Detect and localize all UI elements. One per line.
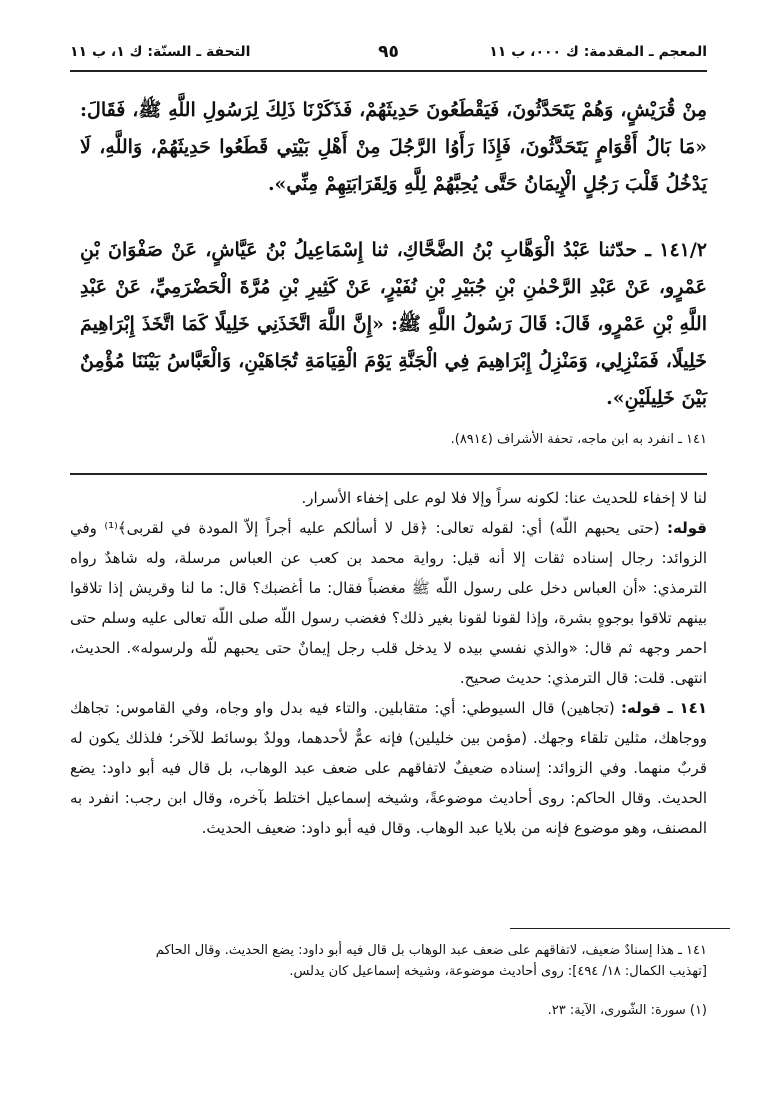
hadith-140-end: مِنْ قُرَيْشٍ، وَهُمْ يَتَحَدَّثُونَ، فَيَقْطَعُونَ حَدِيثَهُمْ، فَذَكَرْنَا ذَلِكَ لِرَسُولِ اللَّهِ ﷺ، فَقَالَ: «مَا بَالُ أَقْوَامٍ يَتَحَدَّثُونَ، فَإِذَا رَأَوُا الرَّجُلَ مِنْ أَهْلِ بَيْتِي قَطَعُوا حَدِيثَهُمْ، وَاللَّهِ، لَا يَدْخُلُ قَلْبَ رَجُلٍ الْإِيمَانُ حَتَّى يُحِبَّهُمْ لِلَّهِ وَلِقَرَابَتِهِمْ مِنِّي». [80,99,707,195]
commentary-paragraph-2 [70,693,707,843]
commentary-label-2: ١٤١ ـ قوله: [620,699,707,717]
header-rule [70,70,707,72]
hadith-141: ١٤١/٢ ـ حدّثنا عَبْدُ الْوَهَّابِ بْنُ الضَّحَّاكِ، ثنا إِسْمَاعِيلُ بْنُ عَيَّاشٍ، عَنْ صَفْوَانَ بْنِ عَمْرٍو، عَنْ عَبْدِ الرَّحْمٰنِ بْنِ جُبَيْرِ بْنِ نُفَيْرٍ، عَنْ كَثِيرِ بْنِ مُرَّةَ الْحَضْرَمِيِّ، عَنْ عَبْدِ اللَّهِ بْنِ عَمْرٍو، قَالَ: قَالَ رَسُولُ اللَّهِ ﷺ: «إِنَّ اللَّهَ اتَّخَذَنِي خَلِيلًا كَمَا اتَّخَذَ إِبْرَاهِيمَ خَلِيلًا، فَمَنْزِلِي، وَمَنْزِلُ إِبْرَاهِيمَ فِي الْجَنَّةِ يَوْمَ الْقِيَامَةِ تُجَاهَيْنِ، وَالْعَبَّاسُ بَيْنَنَا مُؤْمِنٌ بَيْنَ خَلِيلَيْنِ». [80,239,707,409]
footnote-141 [70,940,707,982]
commentary-paragraph-1 [70,513,707,693]
running-header [70,44,707,66]
footnote-line-1: ١٤١ ـ هذا إسنادٌ ضعيف، لاتفاقهم على ضعف عبد الوهاب بل قال فيه أبو داود: يضع الحديث. وقال الحاكم [155,943,707,958]
hadith-footnote: ١٤١ ـ انفرد به ابن ماجه، تحفة الأشراف (٨٩١٤). [450,432,707,447]
commentary-label-1: قوله: [667,519,707,537]
header-right: المعجم ـ المقدمة: ك ٠٠٠، ب ١١ [489,44,707,60]
page-number: ٩٥ [378,42,399,62]
commentary-text-2: (تجاهين) قال السيوطي: أي: متقابلين. والتاء فيه بدل واو وجاه، وفي القاموس: تجاهك ووجاهك، مثلين تلقاء وجهك. (مؤمن بين خليلين) فإنه عمٌّ لأحدهما، وولدٌ بوسائط للآخر؛ فلذلك يكون له قربٌ منهما. وفي الزوائد: إسناده ضعيفٌ لاتفاقهم على ضعف عبد الوهاب، بل قال فيه أبو داود: يضع الحديث. وقال الحاكم: روى أحاديث موضوعةً، وشيخه إسماعيل اختلط بآخره، وقال ابن رجب: انفرد به المصنف، وهو موضوع فإنه من بلايا عبد الوهاب. وقال فيه أبو داود: ضعيف الحديث. [70,699,707,837]
commentary-paragraph-0: لنا لا إخفاء للحديث عنا: لكونه سراً وإلا فلا لوم على إخفاء الأسرار. [301,489,707,507]
commentary-rule [70,473,707,475]
header-left: التحفة ـ السنّة: ك ١، ب ١١ [70,44,251,60]
commentary-text-1: (حتى يحبهم اللّه) أي: لقوله تعالى: ﴿قل لا أسألكم عليه أجراً إلاّ المودة في لقربى﴾⁽¹⁾ وفي الزوائد: رجال إسناده ثقات إلا أنه قيل: رواية محمد بن كعب عن العباس مرسلة، وله شاهدٌ رواه الترمذي: «أن العباس دخل على رسول اللّه ﷺ مغضباً فقال: ما أغضبك؟ قال: ما لنا وقريش إذا تلاقوا بينهم تلاقوا بوجوهٍ بشرة، وإذا لقونا لقونا بغير ذلك؟ فغضب رسول اللّه صلى اللّه تعالى عليه وسلم حتى احمر وجهه ثم قال: «والذي نفسي بيده لا يدخل قلب رجل إيمانٌ حتى يحبهم للّه ولرسوله». الحديث، انتهى. قلت: قال الترمذي: حديث صحيح. [70,519,707,687]
footnote-rule [510,928,730,929]
footnote-line-2: [تهذيب الكمال: ١٨/ ٤٩٤]: روى أحاديث موضوعة، وشيخه إسماعيل كان يدلس. [289,964,707,979]
footnote-quran-ref: (١) سورة: الشّورى، الآية: ٢٣. [547,1003,707,1018]
